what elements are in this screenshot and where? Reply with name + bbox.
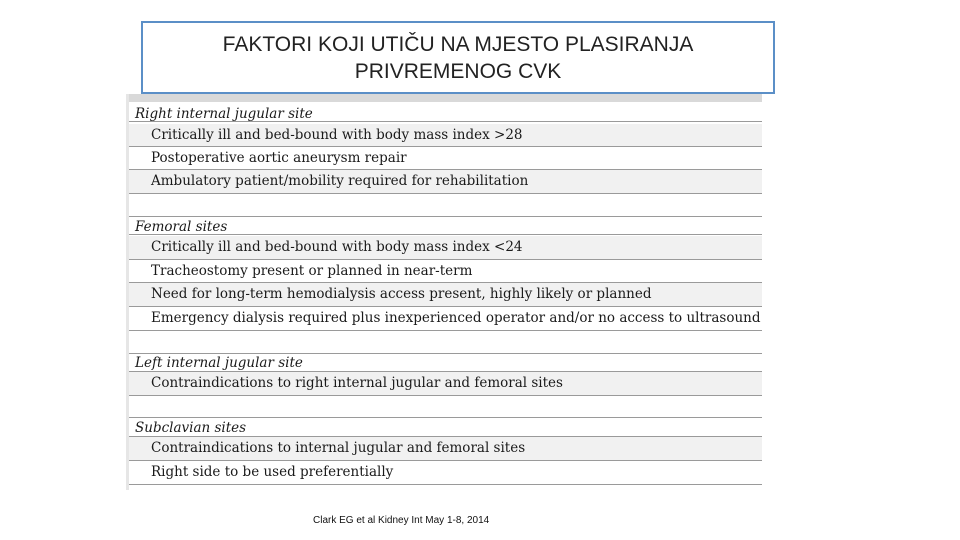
section-heading-subclavian: Subclavian sites: [129, 420, 762, 437]
table-row: Emergency dialysis required plus inexperienced operator and/or no access to ultrasound: [129, 307, 762, 331]
table-spacer-row: [129, 396, 762, 418]
section-heading-right-internal-jugular: Right internal jugular site: [129, 106, 762, 122]
slide-title-line-1: FAKTORI KOJI UTIČU NA MJESTO PLASIRANJA: [222, 32, 694, 56]
table-row: Right side to be used preferentially: [129, 461, 762, 485]
table-spacer-row: [129, 194, 762, 217]
table-row: Critically ill and bed-bound with body mass index >28: [129, 124, 762, 147]
catheter-site-table: [126, 94, 762, 490]
table-row: Need for long-term hemodialysis access present, highly likely or planned: [129, 283, 762, 307]
table-row: Postoperative aortic aneurysm repair: [129, 147, 762, 170]
table-row: Tracheostomy present or planned in near-term: [129, 260, 762, 283]
table-row: Critically ill and bed-bound with body mass index <24: [129, 236, 762, 260]
citation: Clark EG et al Kidney Int May 1-8, 2014: [313, 515, 490, 526]
slide-title: [141, 21, 775, 94]
table-row: Contraindications to internal jugular and femoral sites: [129, 437, 762, 461]
section-heading-left-internal-jugular: Left internal jugular site: [129, 355, 762, 372]
table-top-strip: [126, 94, 762, 102]
table-row: Ambulatory patient/mobility required for rehabilitation: [129, 170, 762, 194]
section-heading-femoral: Femoral sites: [129, 219, 762, 235]
slide-title-line-2: PRIVREMENOG CVK: [354, 59, 562, 83]
table-spacer-row: [129, 331, 762, 354]
table-row: Contraindications to right internal jugular and femoral sites: [129, 372, 762, 396]
